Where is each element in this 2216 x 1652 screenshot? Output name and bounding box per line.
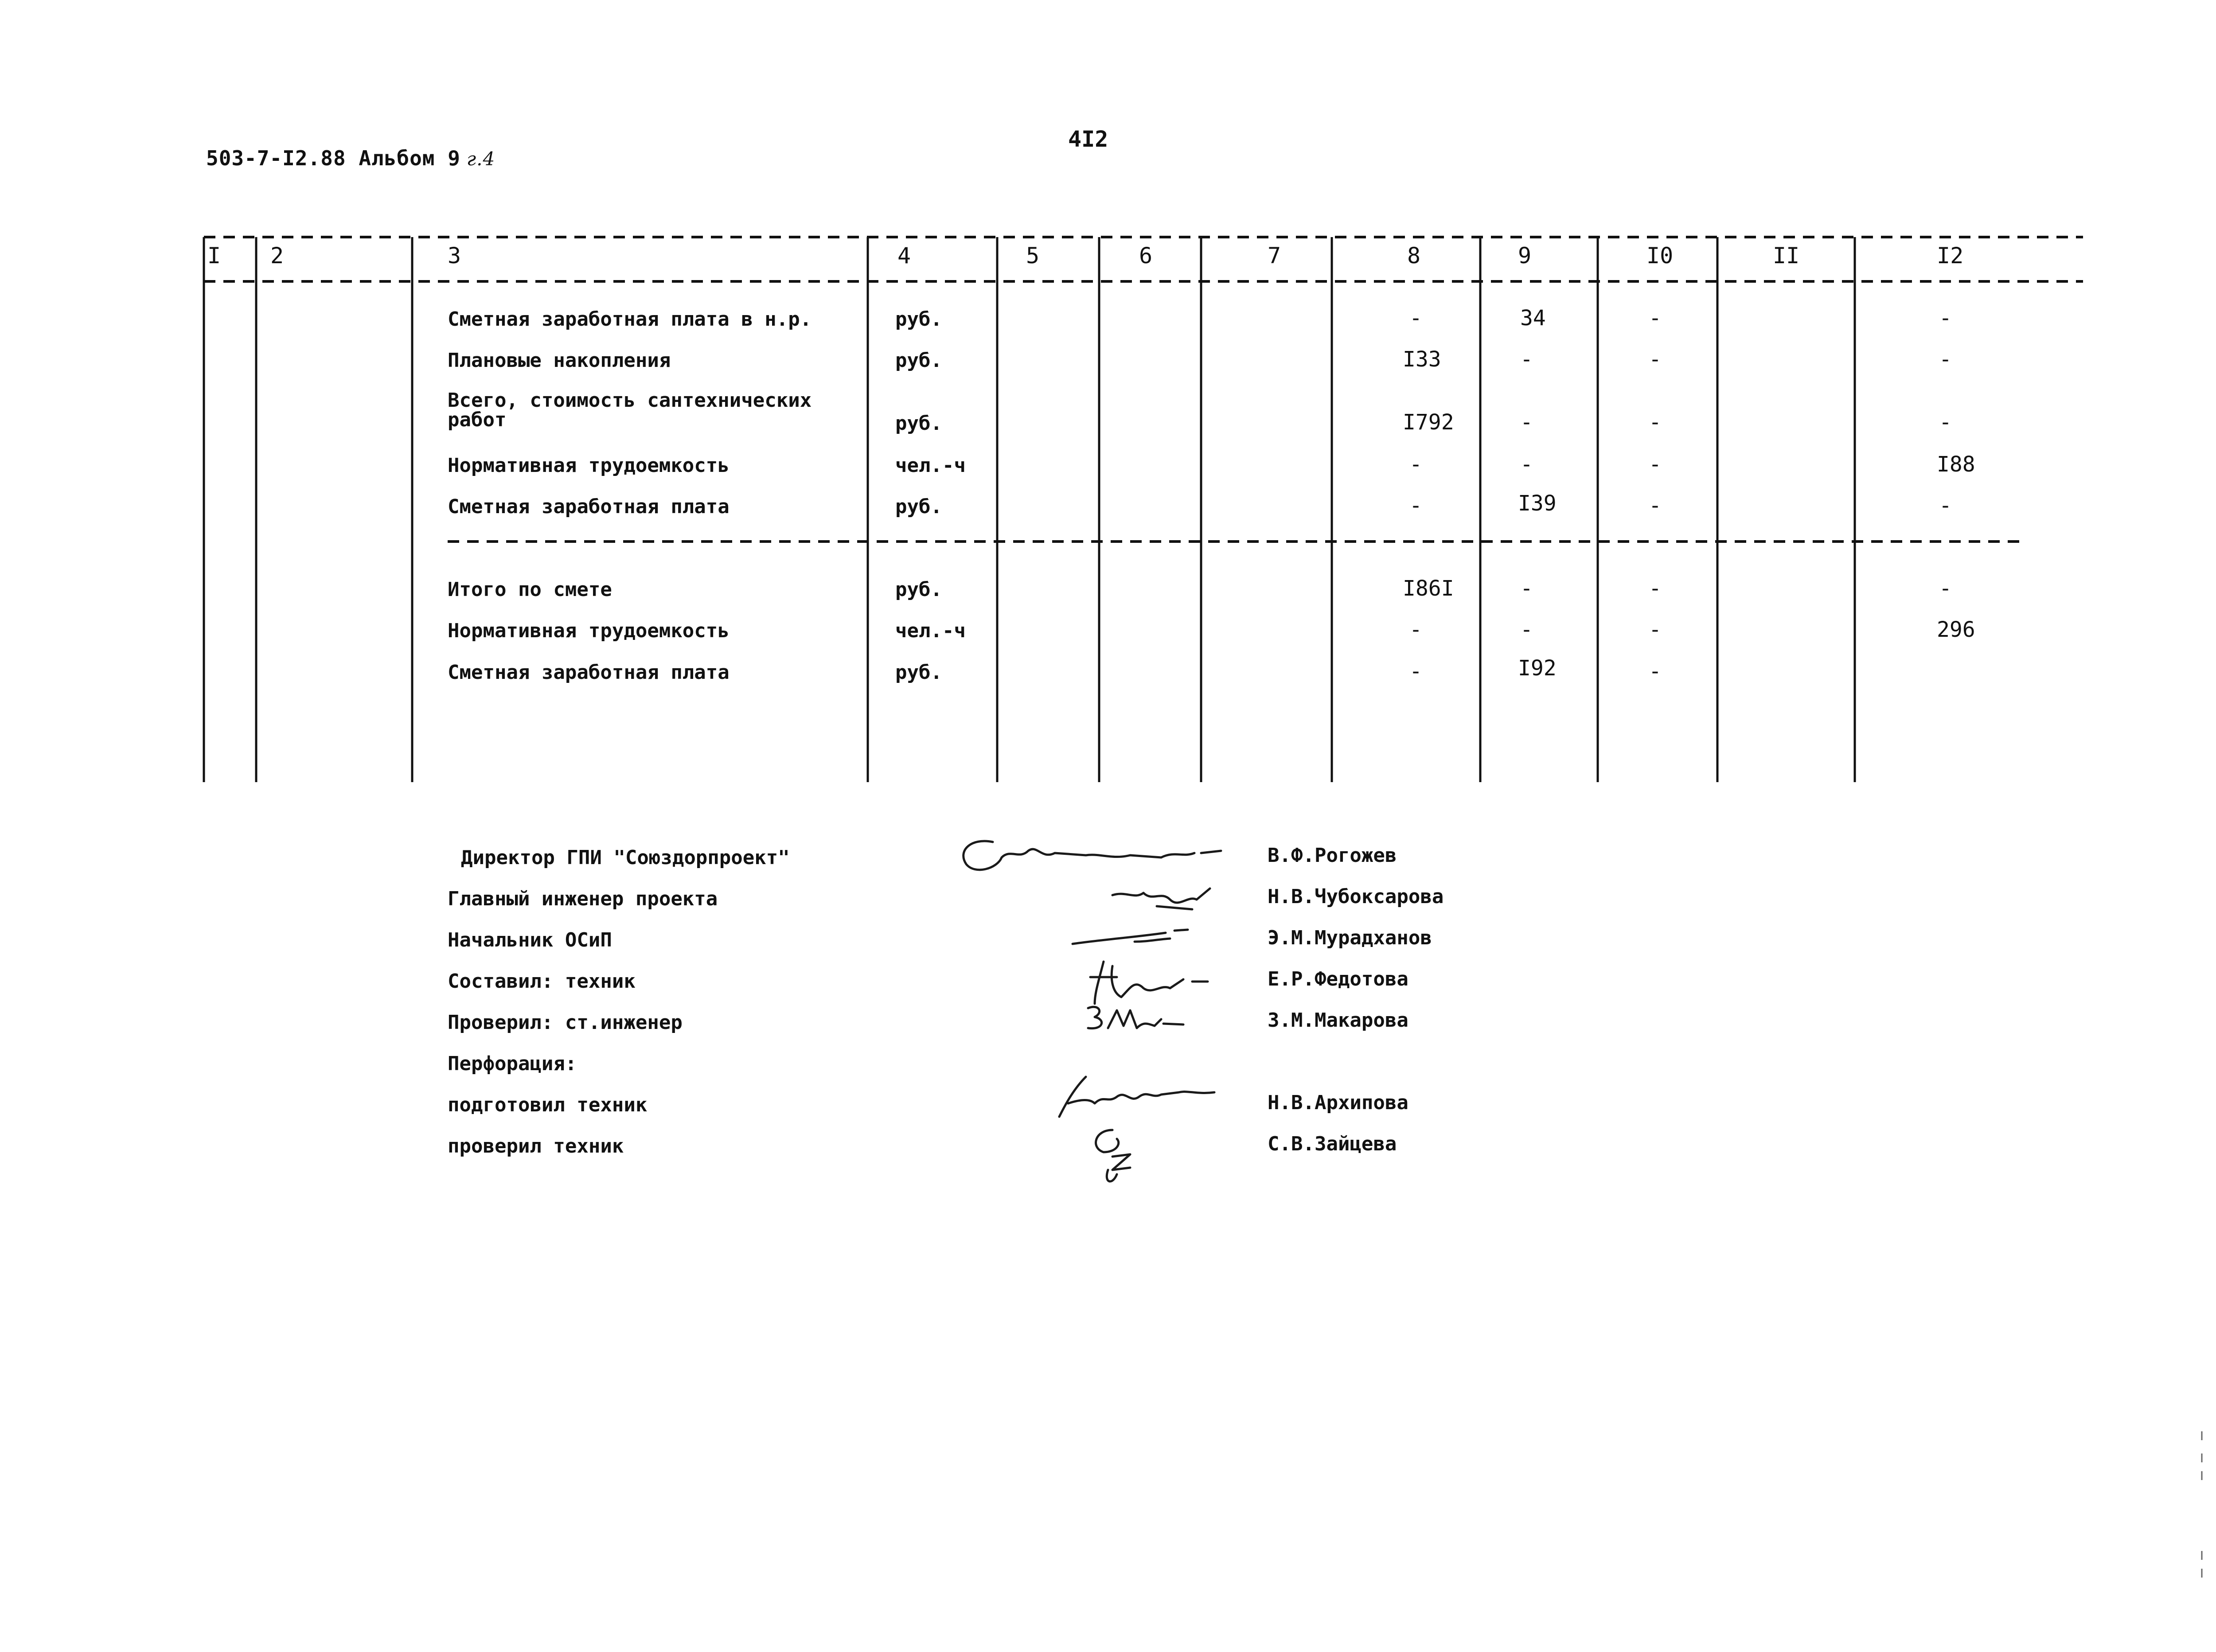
signature-name-director: В.Ф.Рогожев <box>1268 844 1397 867</box>
signature-role-verified-by: проверил техник <box>448 1135 624 1157</box>
column-number-2: 2 <box>270 243 284 269</box>
signature-role-perforation: Перфорация: <box>448 1052 577 1075</box>
row-5-unit: руб. <box>895 495 942 518</box>
column-number-5: 5 <box>1026 243 1040 269</box>
row-8-unit: руб. <box>895 661 942 684</box>
row-8-col10: - <box>1649 659 1662 684</box>
row-5-col9: I39 <box>1518 491 1557 516</box>
row-8-col8: - <box>1409 659 1422 684</box>
column-number-8: 8 <box>1407 243 1421 269</box>
row-4-unit: чел.-ч <box>895 454 966 477</box>
column-number-11: II <box>1773 243 1800 269</box>
row-6-unit: руб. <box>895 578 942 601</box>
row-4-col12: I88 <box>1937 452 1975 477</box>
signature-role-checked-by: Проверил: ст.инженер <box>448 1011 683 1034</box>
row-2-col8: I33 <box>1403 347 1441 372</box>
column-number-3: 3 <box>448 243 461 269</box>
row-1-unit: руб. <box>895 308 942 331</box>
row-2-description: Плановые накопления <box>448 349 671 372</box>
signature-role-chief-engineer: Главный инженер проекта <box>448 888 718 910</box>
row-6-col10: - <box>1649 576 1662 601</box>
row-7-col9: - <box>1520 617 1533 642</box>
signature-role-director: Директор ГПИ "Союздорпроект" <box>461 846 790 869</box>
row-3-col8: I792 <box>1403 410 1454 435</box>
signature-name-chief-engineer: Н.В.Чубоксарова <box>1268 885 1444 908</box>
column-number-6: 6 <box>1139 243 1153 269</box>
row-6-col9: - <box>1520 576 1533 601</box>
row-4-col9: - <box>1520 452 1533 477</box>
row-1-col12: - <box>1939 306 1952 331</box>
row-5-col8: - <box>1409 493 1422 518</box>
row-2-unit: руб. <box>895 349 942 372</box>
column-number-10: I0 <box>1646 243 1674 269</box>
page-number: 4I2 <box>1068 126 1108 152</box>
row-5-col10: - <box>1649 493 1662 518</box>
row-4-col8: - <box>1409 452 1422 477</box>
row-7-col8: - <box>1409 617 1422 642</box>
column-number-7: 7 <box>1268 243 1281 269</box>
signature-role-department-head: Начальник ОСиП <box>448 929 612 951</box>
row-8-description: Сметная заработная плата <box>448 661 730 684</box>
row-7-description: Нормативная трудоемкость <box>448 620 730 642</box>
row-5-col12: - <box>1939 493 1952 518</box>
column-number-12: I2 <box>1937 243 1964 269</box>
document-code-handwritten: г.4 <box>466 148 495 170</box>
row-1-col10: - <box>1649 306 1662 331</box>
row-1-description: Сметная заработная плата в н.р. <box>448 308 812 331</box>
signature-name-checked-by: З.М.Макарова <box>1268 1009 1408 1032</box>
row-6-description: Итого по смете <box>448 578 612 601</box>
signature-name-department-head: Э.М.Мурадханов <box>1268 927 1432 949</box>
row-2-col10: - <box>1649 347 1662 372</box>
row-6-col12: - <box>1939 576 1952 601</box>
row-4-description: Нормативная трудоемкость <box>448 454 730 477</box>
row-3-col10: - <box>1649 410 1662 435</box>
row-3-description: Всего, стоимость сантехнических работ <box>448 389 812 431</box>
document-code-text: 503-7-I2.88 Альбом 9 <box>206 146 460 170</box>
signature-name-compiled-by: Е.Р.Федотова <box>1268 968 1408 990</box>
column-number-1: I <box>207 243 221 269</box>
row-6-col8: I86I <box>1403 576 1454 601</box>
signature-name-verified-by: С.В.Зайцева <box>1268 1133 1397 1155</box>
row-1-col8: - <box>1409 306 1422 331</box>
row-2-col12: - <box>1939 347 1952 372</box>
row-8-col9: I92 <box>1518 656 1557 681</box>
row-7-col10: - <box>1649 617 1662 642</box>
column-number-4: 4 <box>897 243 911 269</box>
row-3-col12: - <box>1939 410 1952 435</box>
row-7-unit: чел.-ч <box>895 620 966 642</box>
row-3-unit: руб. <box>895 412 942 435</box>
column-number-9: 9 <box>1518 243 1532 269</box>
signature-role-compiled-by: Составил: техник <box>448 970 636 993</box>
row-5-description: Сметная заработная плата <box>448 495 730 518</box>
row-3-col9: - <box>1520 410 1533 435</box>
row-1-col9: 34 <box>1520 306 1546 331</box>
signature-name-prepared-by: Н.В.Архипова <box>1268 1091 1408 1114</box>
row-4-col10: - <box>1649 452 1662 477</box>
row-2-col9: - <box>1520 347 1533 372</box>
row-7-col12: 296 <box>1937 617 1975 642</box>
signature-role-prepared-by: подготовил техник <box>448 1094 648 1116</box>
